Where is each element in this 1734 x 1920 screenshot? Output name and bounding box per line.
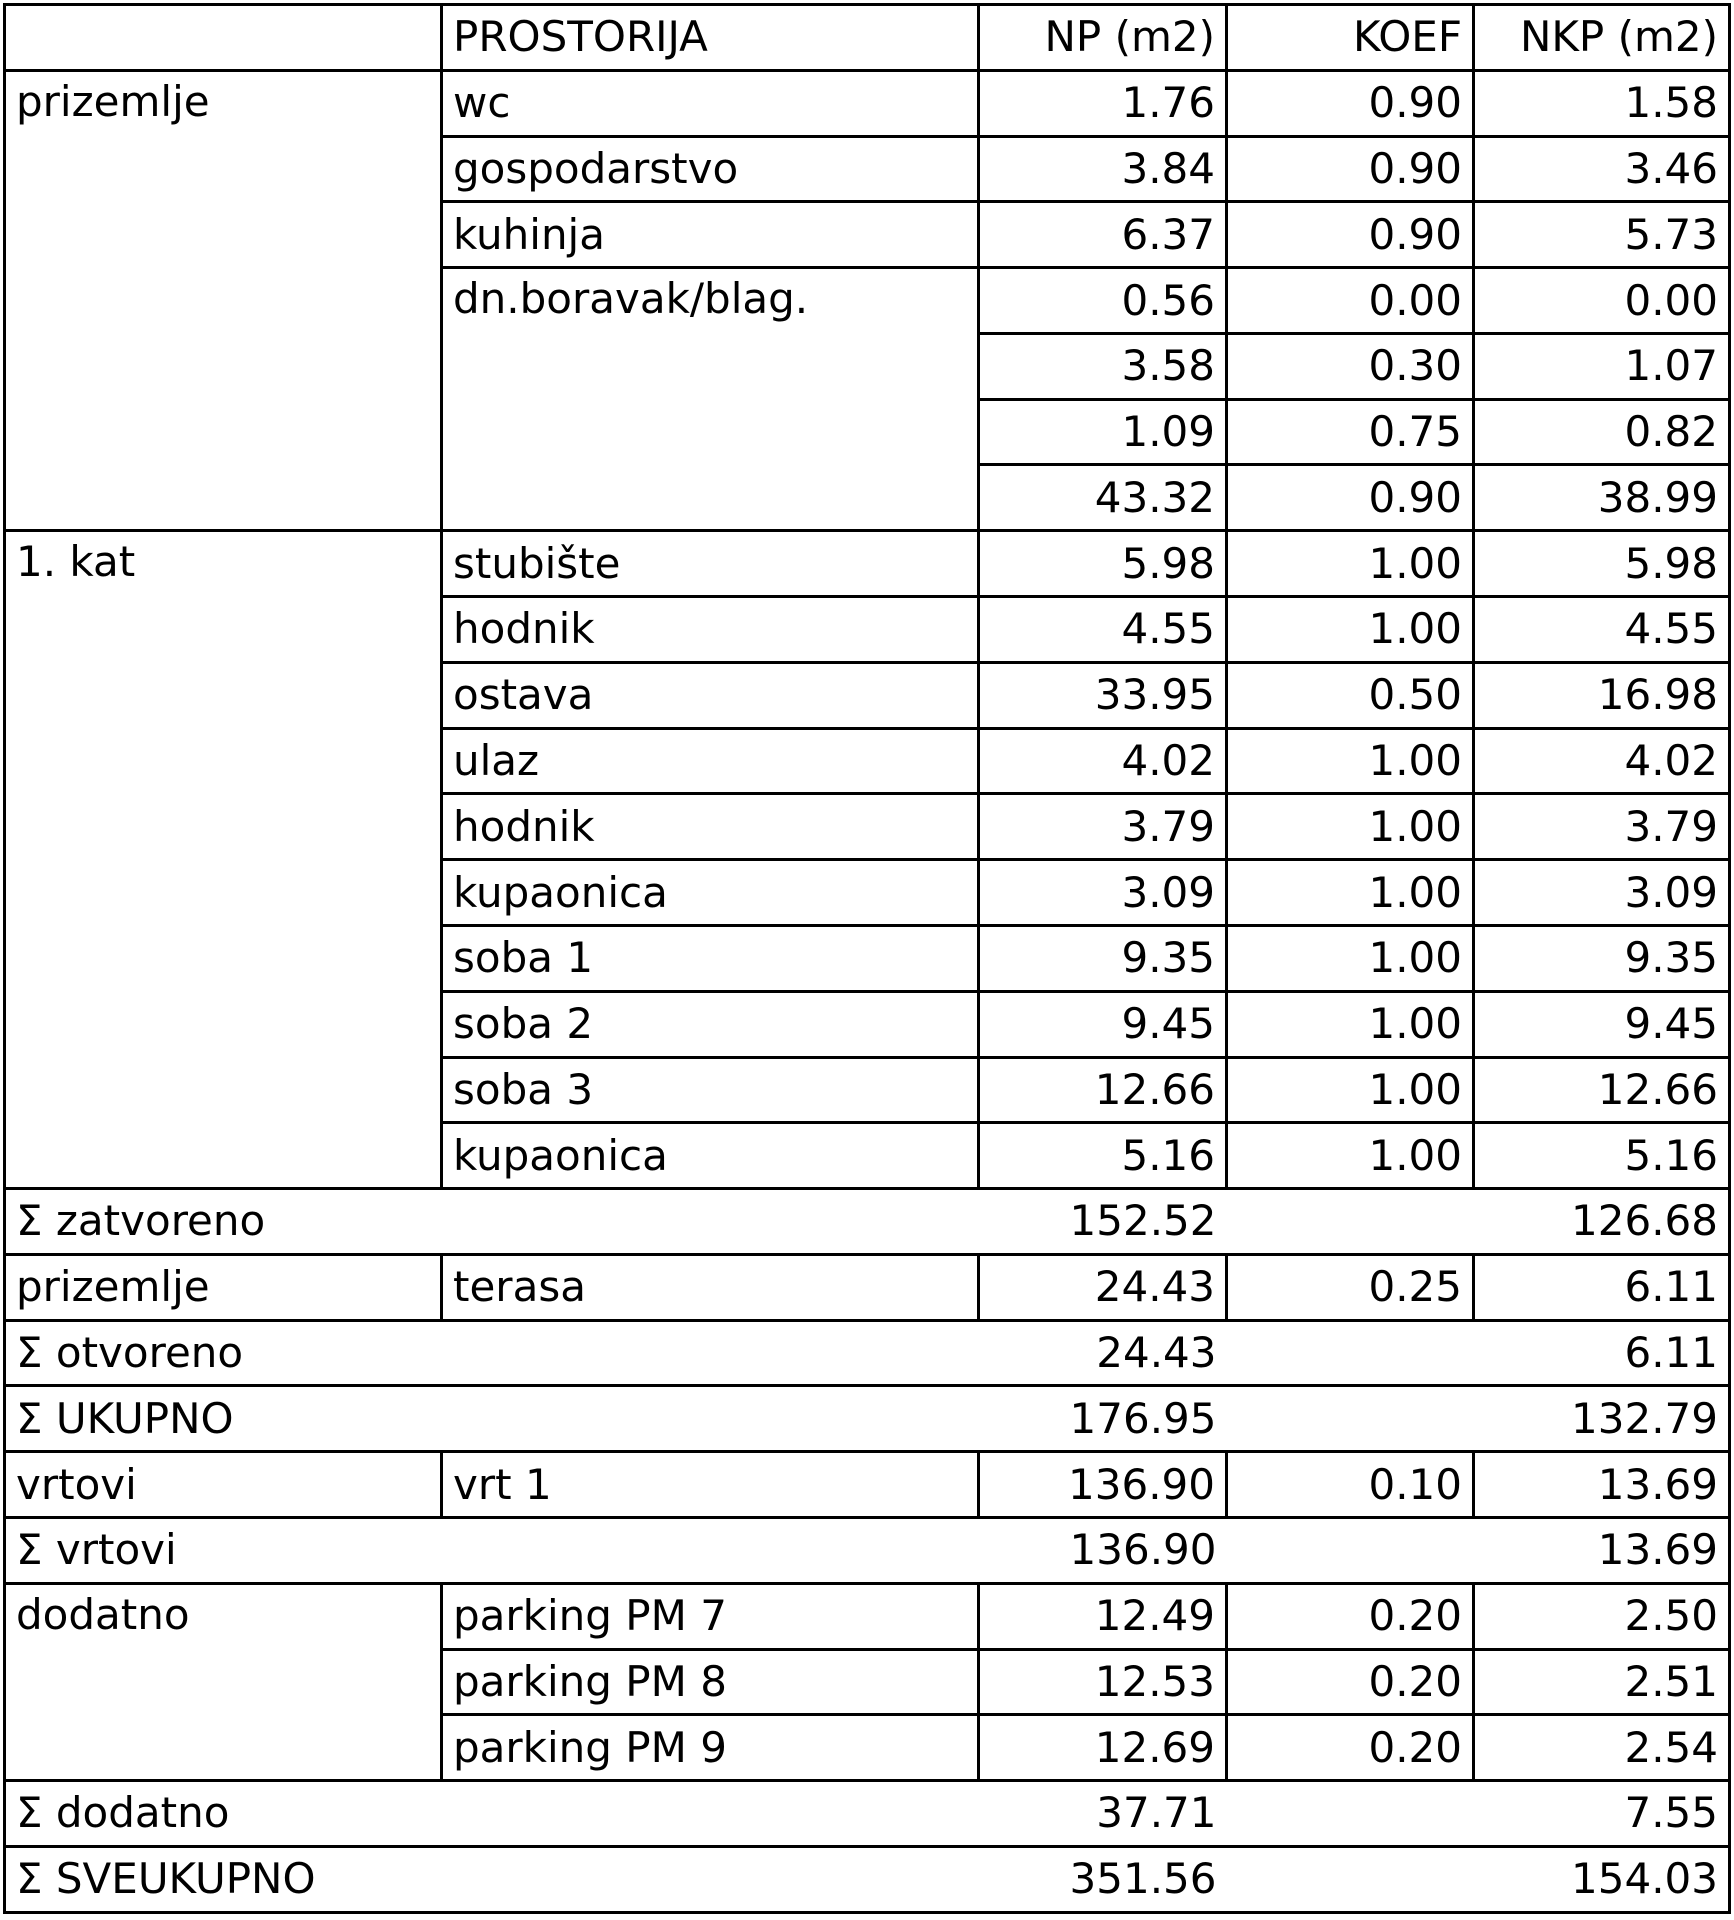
sum-koef-cell [1227, 1320, 1474, 1386]
np-cell: 5.16 [979, 1123, 1227, 1189]
koef-cell: 1.00 [1227, 1123, 1474, 1189]
koef-cell: 0.90 [1227, 465, 1474, 531]
header-koef-cell: KOEF [1227, 5, 1474, 71]
np-cell: 4.02 [979, 728, 1227, 794]
room-cell: ostava [442, 662, 979, 728]
sum-row-sveukupno [5, 1846, 1730, 1912]
np-cell: 0.56 [979, 268, 1227, 334]
room-cell: gospodarstvo [442, 136, 979, 202]
sum-row-vrtovi [5, 1517, 1730, 1583]
koef-cell: 1.00 [1227, 860, 1474, 926]
np-cell: 1.76 [979, 70, 1227, 136]
room-cell: dn.boravak/blag. [442, 268, 979, 531]
table-row [5, 531, 1730, 597]
nkp-cell: 5.73 [1474, 202, 1730, 268]
nkp-cell: 3.46 [1474, 136, 1730, 202]
np-cell: 43.32 [979, 465, 1227, 531]
header-group-cell [5, 5, 442, 71]
nkp-cell: 9.45 [1474, 991, 1730, 1057]
koef-cell: 0.90 [1227, 136, 1474, 202]
room-cell: ulaz [442, 728, 979, 794]
sum-row-zatvoreno [5, 1189, 1730, 1255]
nkp-cell: 4.02 [1474, 728, 1730, 794]
np-cell: 136.90 [979, 1452, 1227, 1518]
nkp-cell: 6.11 [1474, 1254, 1730, 1320]
nkp-cell: 0.82 [1474, 399, 1730, 465]
sum-nkp-cell: 154.03 [1474, 1846, 1730, 1912]
nkp-cell: 38.99 [1474, 465, 1730, 531]
koef-cell: 1.00 [1227, 1057, 1474, 1123]
nkp-cell: 16.98 [1474, 662, 1730, 728]
koef-cell: 1.00 [1227, 597, 1474, 663]
np-cell: 9.35 [979, 925, 1227, 991]
room-cell: wc [442, 70, 979, 136]
room-cell: soba 2 [442, 991, 979, 1057]
sum-koef-cell [1227, 1846, 1474, 1912]
room-cell: parking PM 9 [442, 1715, 979, 1781]
sum-label: Σ vrtovi [5, 1517, 979, 1583]
koef-cell: 0.50 [1227, 662, 1474, 728]
nkp-cell: 1.07 [1474, 333, 1730, 399]
room-cell: hodnik [442, 597, 979, 663]
koef-cell: 0.75 [1227, 399, 1474, 465]
np-cell: 3.09 [979, 860, 1227, 926]
room-cell: kuhinja [442, 202, 979, 268]
sum-label: Σ UKUPNO [5, 1386, 979, 1452]
nkp-cell: 13.69 [1474, 1452, 1730, 1518]
room-cell: terasa [442, 1254, 979, 1320]
sum-nkp-cell: 126.68 [1474, 1189, 1730, 1255]
koef-cell: 0.30 [1227, 333, 1474, 399]
sum-row-otvoreno [5, 1320, 1730, 1386]
table-row [5, 1452, 1730, 1518]
np-cell: 1.09 [979, 399, 1227, 465]
nkp-cell: 1.58 [1474, 70, 1730, 136]
sum-nkp-cell: 132.79 [1474, 1386, 1730, 1452]
area-table [3, 3, 1731, 1914]
sum-np-cell: 152.52 [979, 1189, 1227, 1255]
np-cell: 12.69 [979, 1715, 1227, 1781]
sum-koef-cell [1227, 1386, 1474, 1452]
sum-koef-cell [1227, 1189, 1474, 1255]
sum-label: Σ SVEUKUPNO [5, 1846, 979, 1912]
koef-cell: 0.00 [1227, 268, 1474, 334]
koef-cell: 0.20 [1227, 1649, 1474, 1715]
koef-cell: 0.20 [1227, 1715, 1474, 1781]
sum-np-cell: 351.56 [979, 1846, 1227, 1912]
np-cell: 12.53 [979, 1649, 1227, 1715]
koef-cell: 1.00 [1227, 925, 1474, 991]
nkp-cell: 3.09 [1474, 860, 1730, 926]
room-cell: kupaonica [442, 1123, 979, 1189]
sum-label: Σ otvoreno [5, 1320, 979, 1386]
np-cell: 3.79 [979, 794, 1227, 860]
koef-cell: 1.00 [1227, 728, 1474, 794]
group-dodatno: dodatno [5, 1583, 442, 1780]
koef-cell: 0.90 [1227, 202, 1474, 268]
sum-row-ukupno [5, 1386, 1730, 1452]
room-cell: hodnik [442, 794, 979, 860]
np-cell: 12.49 [979, 1583, 1227, 1649]
sum-label: Σ zatvoreno [5, 1189, 979, 1255]
header-nkp-cell: NKP (m2) [1474, 5, 1730, 71]
table-row [5, 1583, 1730, 1649]
np-cell: 3.84 [979, 136, 1227, 202]
room-cell: soba 3 [442, 1057, 979, 1123]
room-cell: vrt 1 [442, 1452, 979, 1518]
room-cell: parking PM 7 [442, 1583, 979, 1649]
koef-cell: 1.00 [1227, 794, 1474, 860]
table-row [5, 1254, 1730, 1320]
header-room-cell: PROSTORIJA [442, 5, 979, 71]
np-cell: 33.95 [979, 662, 1227, 728]
nkp-cell: 2.50 [1474, 1583, 1730, 1649]
sum-nkp-cell: 7.55 [1474, 1781, 1730, 1847]
koef-cell: 0.25 [1227, 1254, 1474, 1320]
header-row [5, 5, 1730, 71]
sum-nkp-cell: 6.11 [1474, 1320, 1730, 1386]
koef-cell: 0.20 [1227, 1583, 1474, 1649]
np-cell: 6.37 [979, 202, 1227, 268]
sum-koef-cell [1227, 1781, 1474, 1847]
header-np-cell: NP (m2) [979, 5, 1227, 71]
np-cell: 4.55 [979, 597, 1227, 663]
sum-label: Σ dodatno [5, 1781, 979, 1847]
np-cell: 3.58 [979, 333, 1227, 399]
sum-np-cell: 176.95 [979, 1386, 1227, 1452]
koef-cell: 1.00 [1227, 991, 1474, 1057]
koef-cell: 0.90 [1227, 70, 1474, 136]
room-cell: parking PM 8 [442, 1649, 979, 1715]
room-cell: kupaonica [442, 860, 979, 926]
nkp-cell: 5.16 [1474, 1123, 1730, 1189]
sum-nkp-cell: 13.69 [1474, 1517, 1730, 1583]
np-cell: 9.45 [979, 991, 1227, 1057]
nkp-cell: 9.35 [1474, 925, 1730, 991]
sum-koef-cell [1227, 1517, 1474, 1583]
group-prizemlje-open: prizemlje [5, 1254, 442, 1320]
room-cell: soba 1 [442, 925, 979, 991]
group-prizemlje: prizemlje [5, 70, 442, 530]
nkp-cell: 4.55 [1474, 597, 1730, 663]
np-cell: 12.66 [979, 1057, 1227, 1123]
np-cell: 5.98 [979, 531, 1227, 597]
nkp-cell: 2.51 [1474, 1649, 1730, 1715]
sum-np-cell: 136.90 [979, 1517, 1227, 1583]
np-cell: 24.43 [979, 1254, 1227, 1320]
table-row [5, 70, 1730, 136]
sum-row-dodatno [5, 1781, 1730, 1847]
sum-np-cell: 37.71 [979, 1781, 1227, 1847]
nkp-cell: 5.98 [1474, 531, 1730, 597]
nkp-cell: 2.54 [1474, 1715, 1730, 1781]
sum-np-cell: 24.43 [979, 1320, 1227, 1386]
room-cell: stubište [442, 531, 979, 597]
nkp-cell: 3.79 [1474, 794, 1730, 860]
koef-cell: 1.00 [1227, 531, 1474, 597]
group-1-kat: 1. kat [5, 531, 442, 1189]
group-vrtovi: vrtovi [5, 1452, 442, 1518]
koef-cell: 0.10 [1227, 1452, 1474, 1518]
nkp-cell: 12.66 [1474, 1057, 1730, 1123]
nkp-cell: 0.00 [1474, 268, 1730, 334]
